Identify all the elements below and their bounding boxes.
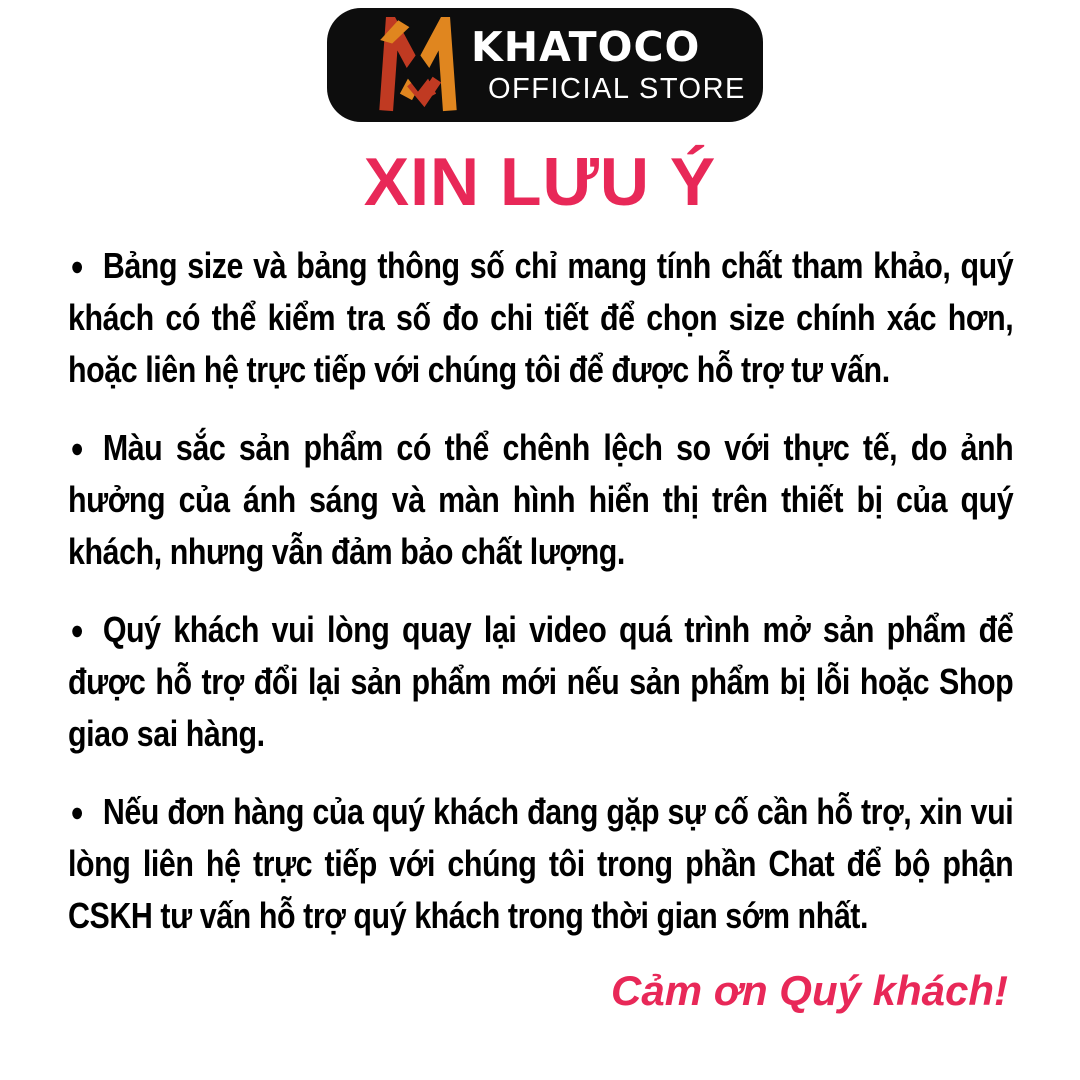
notice-item <box>68 422 1013 578</box>
notice-body <box>68 240 1013 968</box>
brand-subtitle: OFFICIAL STORE <box>488 72 746 105</box>
notice-item-text: Bảng size và bảng thông số chỉ mang tính chất tham khảo, quý khách có thể kiểm tra số đo chi tiết để chọn size chính xác hơn, hoặc liên hệ trực tiếp với chúng tôi để được hỗ trợ tư vấn. <box>68 245 1014 390</box>
closing-thanks: Cảm ơn Quý khách! <box>611 967 1008 1014</box>
notice-item-text: Quý khách vui lòng quay lại video quá trình mở sản phẩm để được hỗ trợ đổi lại sản phẩm mới nếu sản phẩm bị lỗi hoặc Shop giao sai hàng. <box>68 609 1014 754</box>
notice-item <box>68 604 1013 760</box>
bullet-icon: ● <box>70 250 84 281</box>
bullet-icon: ● <box>70 432 84 463</box>
notice-item <box>68 786 1013 942</box>
notice-item <box>68 240 1013 396</box>
store-header-badge <box>327 8 763 122</box>
bullet-icon: ● <box>70 614 84 645</box>
bullet-icon: ● <box>70 796 84 827</box>
notice-item-text: Nếu đơn hàng của quý khách đang gặp sự cố cần hỗ trợ, xin vui lòng liên hệ trực tiếp với chúng tôi trong phần Chat để bộ phận CSKH tư vấn hỗ trợ quý khách trong thời gian sớm nhất. <box>68 791 1014 936</box>
brand-name: KHATOCO <box>471 22 701 71</box>
page-title: XIN LƯU Ý <box>363 144 717 220</box>
khatoco-m-monogram-icon <box>375 17 461 113</box>
notice-item-text: Màu sắc sản phẩm có thể chênh lệch so với thực tế, do ảnh hưởng của ánh sáng và màn hình hiển thị trên thiết bị của quý khách, nhưng vẫn đảm bảo chất lượng. <box>68 427 1014 572</box>
brand-text-stack <box>471 22 746 105</box>
